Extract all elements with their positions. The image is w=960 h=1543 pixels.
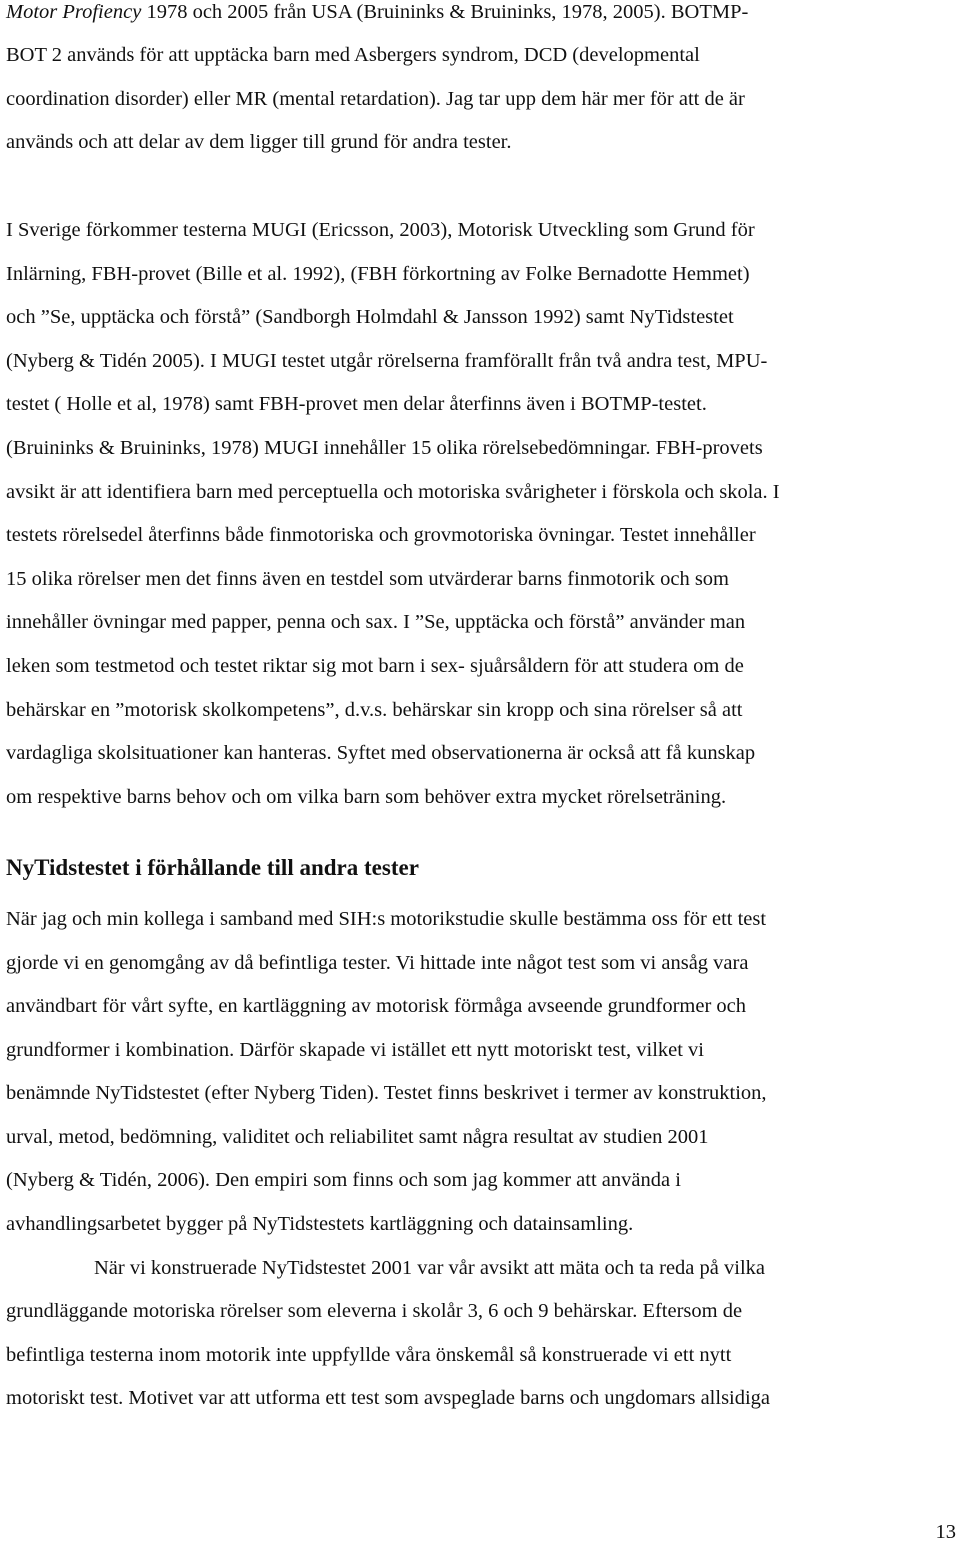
section-heading: NyTidstestet i förhållande till andra tester [6,855,419,880]
text-line: urval, metod, bedömning, validitet och reliabilitet samt några resultat av studien 2001 [6,1126,709,1148]
text-line: befintliga testerna inom motorik inte uppfyllde våra önskemål så konstruerade vi ett nytt [6,1344,732,1366]
text-line: om respektive barns behov och om vilka barn som behöver extra mycket rörelseträning. [6,786,727,808]
text-line: användbart för vårt syfte, en kartläggning av motorisk förmåga avseende grundformer och [6,995,747,1017]
text-line: BOT 2 används för att upptäcka barn med Asbergers syndrom, DCD (developmental [6,44,700,66]
text-line: vardagliga skolsituationer kan hanteras. Syftet med observationerna är också att få kunskap [6,742,756,764]
text-line: avhandlingsarbetet bygger på NyTidstestets kartläggning och datainsamling. [6,1213,634,1235]
text-line: gjorde vi en genomgång av då befintliga tester. Vi hittade inte något test som vi ansåg vara [6,952,749,974]
text-line: (Bruininks & Bruininks, 1978) MUGI innehåller 15 olika rörelsebedömningar. FBH-provets [6,437,763,459]
italic-term: Motor Profiency [6,1,142,23]
text-line: Inlärning, FBH-provet (Bille et al. 1992), (FBH förkortning av Folke Bernadotte Hemmet) [6,263,750,285]
text-line: testets rörelsedel återfinns både finmotoriska och grovmotoriska övningar. Testet innehåller [6,524,756,546]
text-line: grundformer i kombination. Därför skapade vi istället ett nytt motoriskt test, vilket vi [6,1039,705,1061]
text-line: När vi konstruerade NyTidstestet 2001 var vår avsikt att mäta och ta reda på vilka [94,1257,765,1279]
text-line: 15 olika rörelser men det finns även en testdel som utvärderar barns finmotorik och som [6,568,729,590]
text-line: I Sverige förkommer testerna MUGI (Ericsson, 2003), Motorisk Utveckling som Grund för [6,219,755,241]
text-line: benämnde NyTidstestet (efter Nyberg Tiden). Testet finns beskrivet i termer av konstruktion, [6,1082,767,1104]
text-line: avsikt är att identifiera barn med perceptuella och motoriska svårigheter i förskola och skola. I [6,481,780,503]
text-span: 1978 och 2005 från USA (Bruininks & Bruininks, 1978, 2005). BOTMP- [141,1,749,23]
text-line: grundläggande motoriska rörelser som eleverna i skolår 3, 6 och 9 behärskar. Eftersom de [6,1300,743,1322]
text-line: motoriskt test. Motivet var att utforma ett test som avspeglade barns och ungdomars allsidiga [6,1387,771,1409]
text-line: testet ( Holle et al, 1978) samt FBH-provet men delar återfinns även i BOTMP-testet. [6,393,707,415]
text-line: (Nyberg & Tidén 2005). I MUGI testet utgår rörelserna framförallt från två andra test, MPU- [6,350,768,372]
text-line: När jag och min kollega i samband med SIH:s motorikstudie skulle bestämma oss för ett test [6,908,767,930]
text-line: (Nyberg & Tidén, 2006). Den empiri som finns och som jag kommer att använda i [6,1169,681,1191]
text-line: innehåller övningar med papper, penna och sax. I ”Se, upptäcka och förstå” använder man [6,611,746,633]
page-number: 13 [935,1521,956,1543]
text-line: och ”Se, upptäcka och förstå” (Sandborgh Holmdahl & Jansson 1992) samt NyTidstestet [6,306,734,328]
text-line: leken som testmetod och testet riktar sig mot barn i sex- sjuårsåldern för att studera om de [6,655,744,677]
text-line: används och att delar av dem ligger till grund för andra tester. [6,131,512,153]
text-line: coordination disorder) eller MR (mental retardation). Jag tar upp dem här mer för att de är [6,88,745,110]
text-line [6,2,748,23]
text-line: behärskar en ”motorisk skolkompetens”, d.v.s. behärskar sin kropp och sina rörelser så att [6,699,743,721]
